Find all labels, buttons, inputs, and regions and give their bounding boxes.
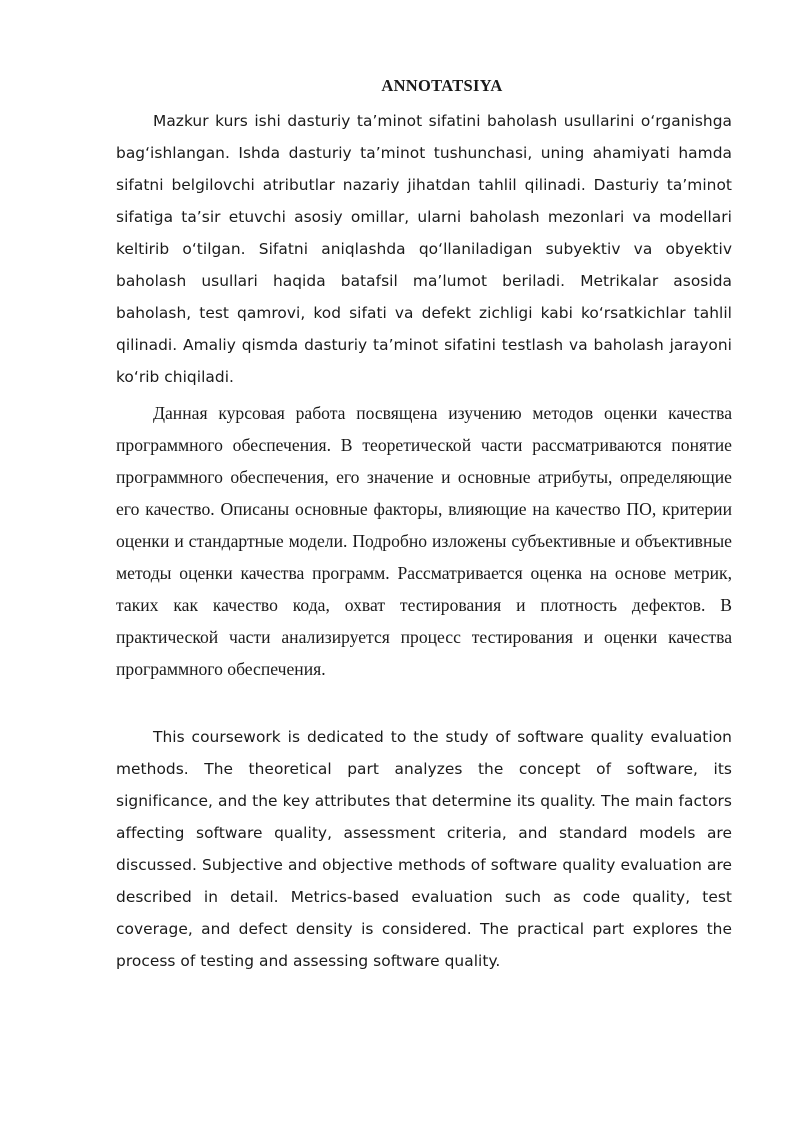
- document-title: ANNOTATSIYA: [381, 76, 503, 95]
- abstract-paragraph-uzbek: Mazkur kurs ishi dasturiy ta’minot sifatini baholash usullarini o‘rganishga bag‘ishlangan. Ishda dasturiy ta’minot tushunchasi, uning ahamiyati hamda sifatni belgilovchi atributlar nazariy jihatdan tahlil qilinadi. Dasturiy ta’minot sifatiga ta’sir etuvchi asosiy omillar, ularni baholash mezonlari va modellari keltirib o‘tilgan. Sifatni aniqlashda qo‘llaniladigan subyektiv va obyektiv baholash usullari haqida batafsil ma’lumot beriladi. Metrikalar asosida baholash, test qamrovi, kod sifati va defekt zichligi kabi ko‘rsatkichlar tahlil qilinadi. Amaliy qismda dasturiy ta’minot sifatini testlash va baholash jarayoni ko‘rib chiqiladi.: [116, 112, 732, 386]
- abstract-paragraph-russian: Данная курсовая работа посвящена изучению методов оценки качества программного обеспечения. В теоретической части рассматриваются понятие программного обеспечения, его значение и основные атрибуты, определяющие его качество. Описаны основные факторы, влияющие на качество ПО, критерии оценки и стандартные модели. Подробно изложены субъективные и объективные методы оценки качества программ. Рассматривается оценка на основе метрик, таких как качество кода, охват тестирования и плотность дефектов. В практической части анализируется процесс тестирования и оценки качества программного обеспечения.: [116, 403, 732, 679]
- abstract-paragraph-english: This coursework is dedicated to the study of software quality evaluation methods. The theoretical part analyzes the concept of software, its significance, and the key attributes that determine its quality. The main factors affecting software quality, assessment criteria, and standard models are discussed. Subjective and objective methods of software quality evaluation are described in detail. Metrics-based evaluation such as code quality, test coverage, and defect density is considered. The practical part explores the process of testing and assessing software quality.: [116, 728, 732, 970]
